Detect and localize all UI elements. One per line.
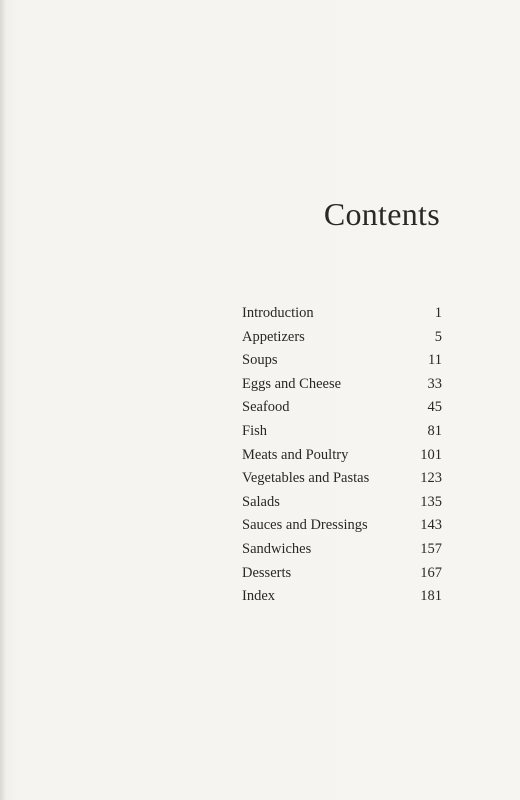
toc-entry-title: Index [242, 588, 276, 605]
toc-entry-sandwiches [242, 538, 442, 562]
toc-entry-vegetables-and-pastas [242, 467, 442, 491]
toc-entry-salads [242, 491, 442, 515]
toc-entry-page: 81 [427, 422, 442, 439]
toc-entry-page: 123 [420, 470, 442, 487]
toc-entry-page: 157 [420, 540, 442, 557]
toc-entry-desserts [242, 562, 442, 586]
toc-entry-page: 1 [434, 305, 442, 321]
toc-entry-page: 11 [428, 352, 442, 369]
toc-entry-title: Salads [242, 493, 280, 510]
toc-entry-title: Introduction [242, 305, 314, 321]
toc-entry-title: Desserts [242, 564, 292, 581]
toc-entry-title: Sauces and Dressings [242, 517, 368, 534]
toc-entry-index [242, 585, 442, 609]
toc-entry-soups [242, 349, 442, 373]
toc-entry-eggs-and-cheese [242, 373, 442, 397]
toc-entry-fish [242, 420, 442, 444]
toc-entry-introduction [242, 302, 442, 326]
toc-entry-page: 135 [420, 493, 442, 510]
toc-entry-title: Appetizers [242, 328, 305, 345]
page-binding-shadow [0, 0, 6, 800]
toc-entry-title: Vegetables and Pastas [242, 470, 370, 487]
toc-entry-page: 33 [427, 375, 442, 392]
toc-entry-title: Seafood [242, 399, 290, 416]
toc-entry-page: 5 [434, 328, 442, 345]
toc-entry-title: Fish [242, 422, 267, 439]
toc-entry-seafood [242, 396, 442, 420]
toc-entry-title: Sandwiches [242, 540, 312, 557]
page-title: Contents [323, 196, 440, 232]
table-of-contents [242, 302, 442, 609]
toc-entry-sauces-and-dressings [242, 514, 442, 538]
toc-entry-title: Meats and Poultry [242, 446, 349, 463]
toc-entry-title: Eggs and Cheese [242, 375, 342, 392]
toc-entry-meats-and-poultry [242, 444, 442, 468]
toc-entry-appetizers [242, 326, 442, 350]
toc-entry-page: 181 [420, 588, 442, 605]
toc-entry-page: 101 [420, 446, 442, 463]
toc-entry-page: 167 [420, 564, 442, 581]
toc-entry-page: 143 [420, 517, 442, 534]
toc-entry-page: 45 [427, 399, 442, 416]
toc-entry-title: Soups [242, 352, 278, 369]
